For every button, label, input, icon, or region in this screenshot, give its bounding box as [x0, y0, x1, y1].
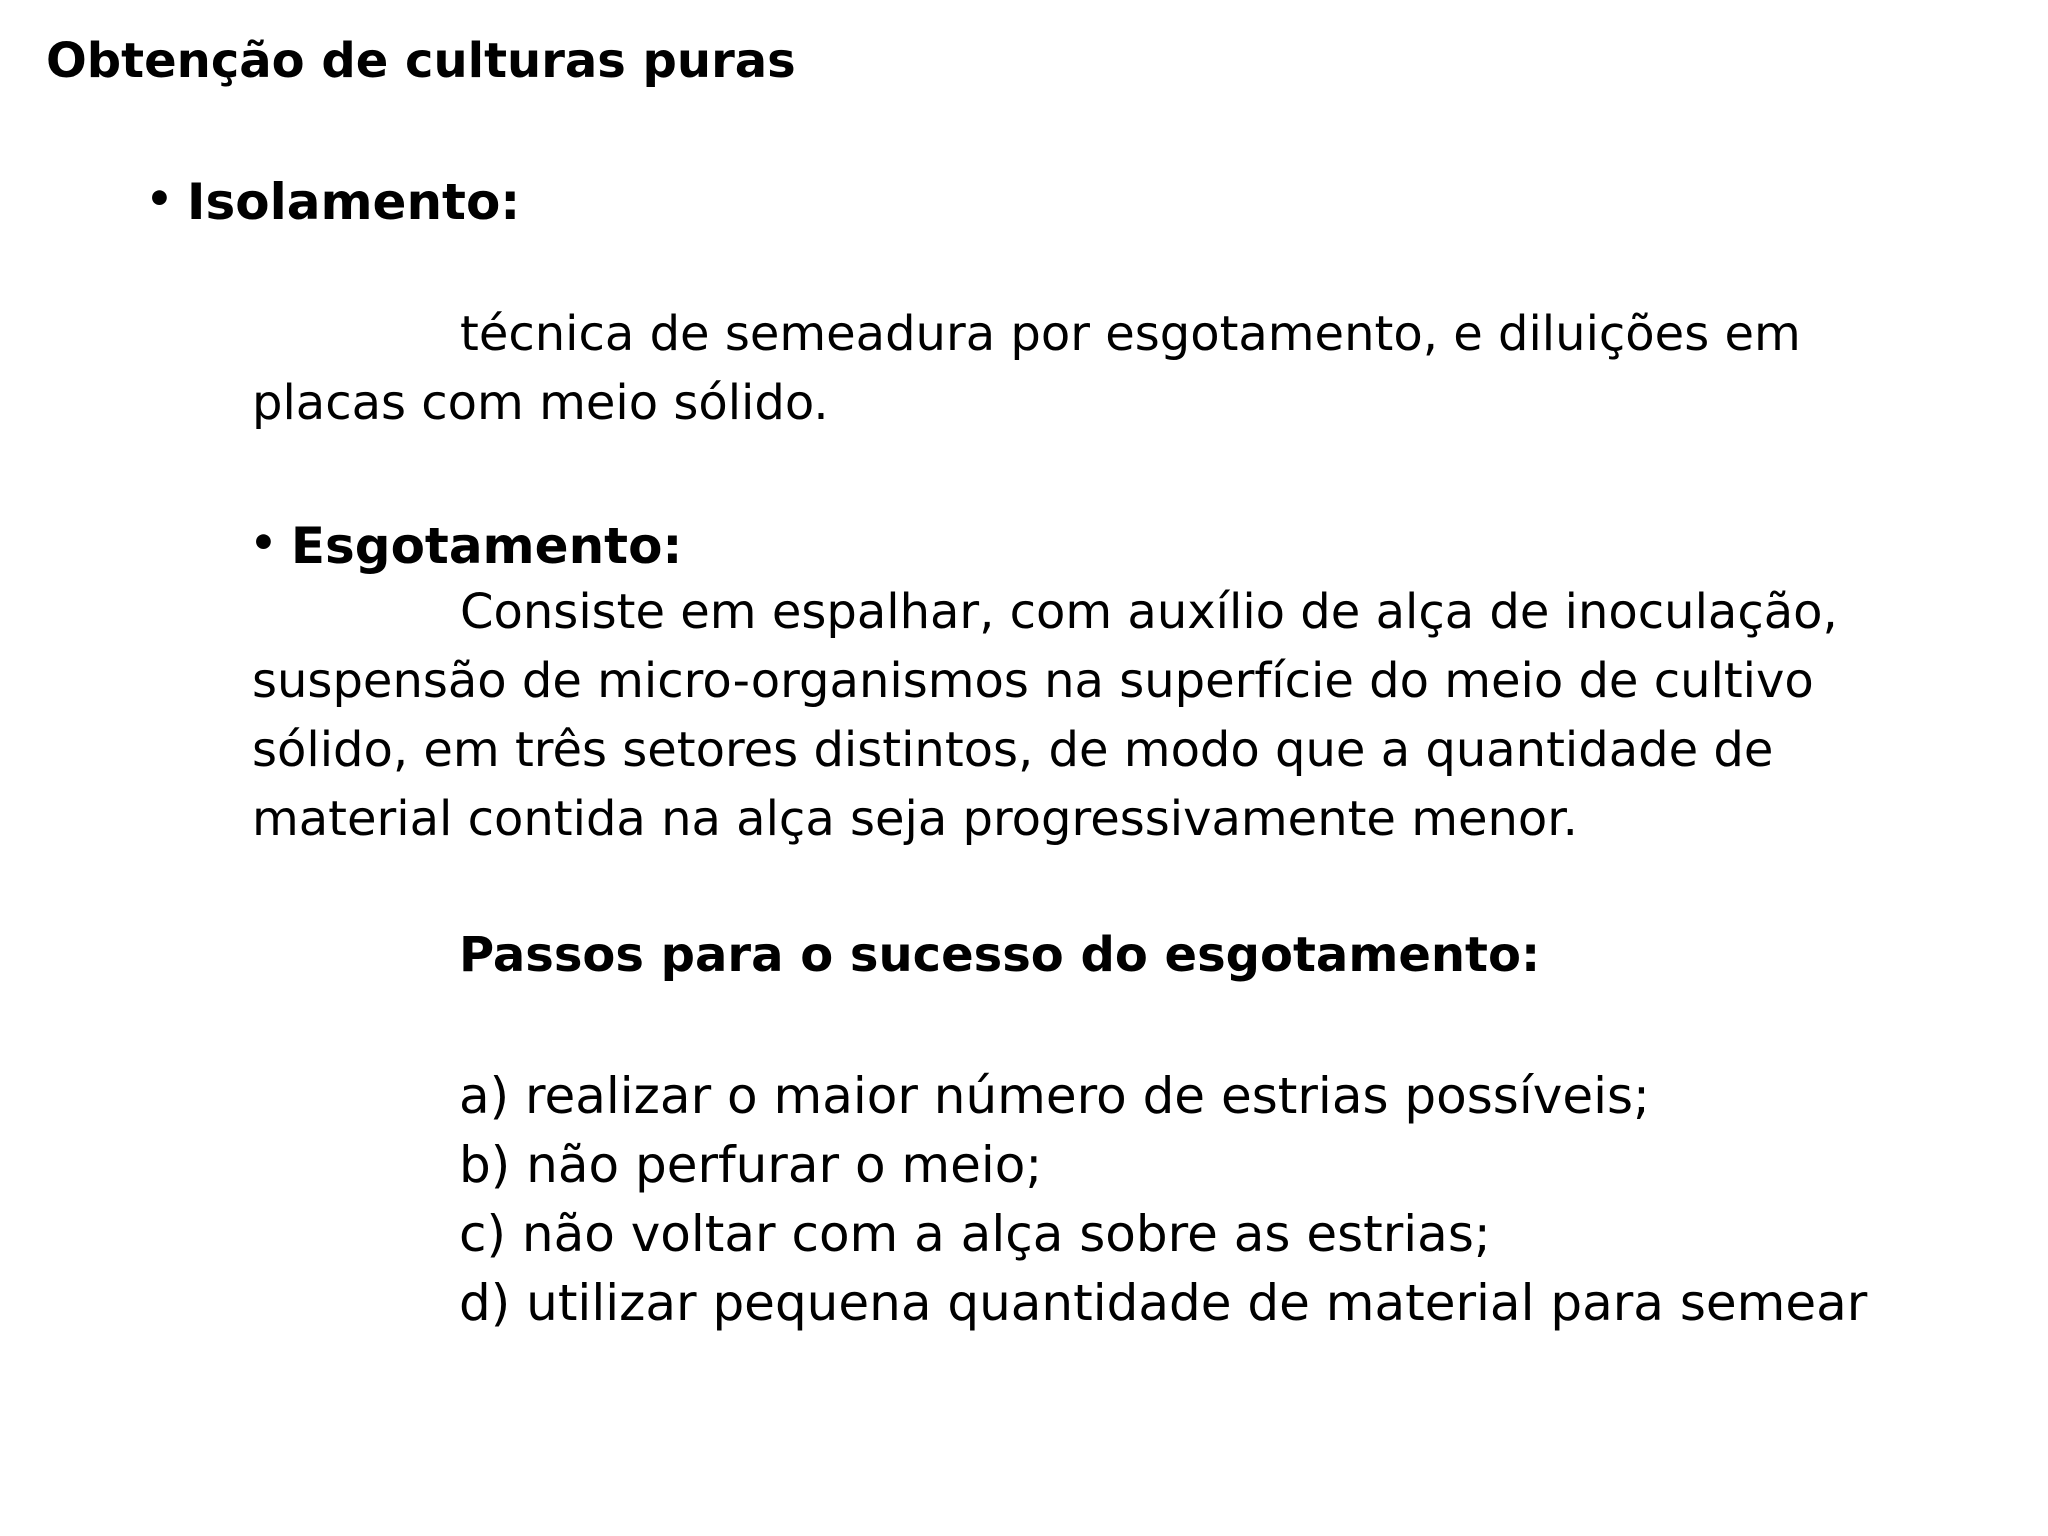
paragraph-line: Consiste em espalhar, com auxílio de alça de inoculação,	[460, 584, 1838, 640]
paragraph-isolamento	[252, 300, 1801, 438]
paragraph-line: material contida na alça seja progressivamente menor.	[252, 791, 1578, 847]
bullet-icon: •	[146, 174, 173, 223]
paragraph-line: suspensão de micro-organismos na superfície do meio de cultivo	[252, 653, 1814, 709]
bullet-icon: •	[250, 518, 277, 567]
steps-list	[459, 1062, 1867, 1338]
list-item: c) não voltar com a alça sobre as estrias;	[459, 1205, 1491, 1263]
heading-isolamento: Isolamento:	[186, 173, 521, 231]
list-item: d) utilizar pequena quantidade de material para semear	[459, 1274, 1868, 1332]
heading-esgotamento: Esgotamento:	[290, 517, 683, 575]
slide-title: Obtenção de culturas puras	[46, 33, 796, 89]
bullet-heading-esgotamento	[250, 510, 682, 579]
steps-heading: Passos para o sucesso do esgotamento:	[459, 927, 1541, 983]
paragraph-line: técnica de semeadura por esgotamento, e diluições em	[460, 306, 1801, 362]
paragraph-esgotamento	[252, 578, 1838, 854]
paragraph-line: placas com meio sólido.	[252, 375, 829, 431]
list-item: b) não perfurar o meio;	[459, 1136, 1043, 1194]
bullet-heading-isolamento	[146, 166, 520, 235]
list-item: a) realizar o maior número de estrias possíveis;	[459, 1067, 1650, 1125]
paragraph-line: sólido, em três setores distintos, de modo que a quantidade de	[252, 722, 1774, 778]
